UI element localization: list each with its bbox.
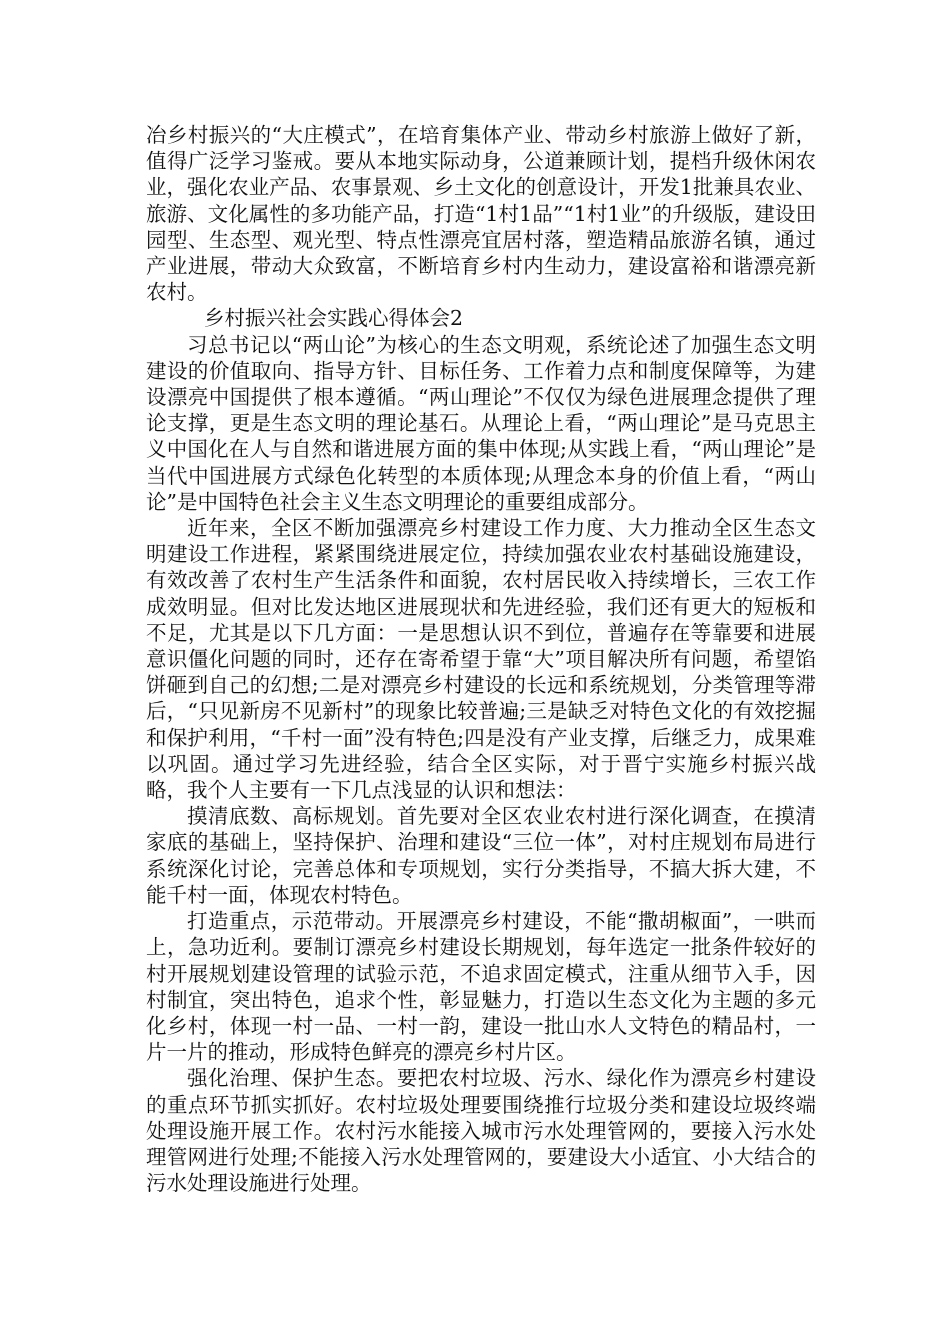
section-heading: 乡村振兴社会实践心得体会2 (204, 306, 464, 331)
document-body (146, 122, 816, 1196)
paragraph-6: 强化治理、保护生态。要把农村垃圾、污水、绿化作为漂亮乡村建设的重点环节抓实抓好。农村垃圾处理要围绕推行垃圾分类和建设垃圾终端处理设施开展工作。农村污水能接入城市污水处理管网的，要接入污水处理管网进行处理;不能接入污水处理管网的，要建设大小适宜、小大结合的污水处理设施进行处理。 (146, 1066, 816, 1196)
paragraph-2: 习总书记以“两山论”为核心的生态文明观，系统论述了加强生态文明建设的价值取向、指导方针、目标任务、工作着力点和制度保障等，为建设漂亮中国提供了根本遵循。“两山理论”不仅仅为绿色进展理念提供了理论支撑，更是生态文明的理论基石。从理论上看，“两山理论”是马克思主义中国化在人与自然和谐进展方面的集中体现;从实践上看，“两山理论”是当代中国进展方式绿色化转型的本质体现;从理念本身的价值上看，“两山论”是中国特色社会主义生态文明理论的重要组成部分。 (146, 332, 816, 514)
paragraph-4: 摸清底数、高标规划。首先要对全区农业农村进行深化调查，在摸清家底的基础上，坚持保护、治理和建设“三位一体”，对村庄规划布局进行系统深化讨论，完善总体和专项规划，实行分类指导，不搞大拆大建，不能千村一面，体现农村特色。 (146, 804, 816, 907)
paragraph-1: 冶乡村振兴的“大庄模式”，在培育集体产业、带动乡村旅游上做好了新，值得广泛学习鉴戒。要从本地实际动身，公道兼顾计划，提档升级休闲农业，强化农业产品、农事景观、乡土文化的创意设计，开发1批兼具农业、旅游、文化属性的多功能产品，打造“1村1品”“1村1业”的升级版，建设田园型、生态型、观光型、特点性漂亮宜居村落，塑造精品旅游名镇，通过产业进展，带动大众致富，不断培育乡村内生动力，建设富裕和谐漂亮新农村。 (146, 123, 816, 305)
paragraph-5: 打造重点，示范带动。开展漂亮乡村建设，不能“撒胡椒面”，一哄而上，急功近利。要制订漂亮乡村建设长期规划，每年选定一批条件较好的村开展规划建设管理的试验示范，不追求固定模式，注重从细节入手，因村制宜，突出特色，追求个性，彰显魅力，打造以生态文化为主题的多元化乡村，体现一村一品、一村一韵，建设一批山水人文特色的精品村，一片一片的推动，形成特色鲜亮的漂亮乡村片区。 (146, 909, 816, 1065)
paragraph-3: 近年来，全区不断加强漂亮乡村建设工作力度、大力推动全区生态文明建设工作进程，紧紧围绕进展定位，持续加强农业农村基础设施建设，有效改善了农村生产生活条件和面貌，农村居民收入持续增长，三农工作成效明显。但对比发达地区进展现状和先进经验，我们还有更大的短板和不足，尤其是以下几方面：一是思想认识不到位，普遍存在等靠要和进展意识僵化问题的同时，还存在寄希望于靠“大”项目解决所有问题，希望馅饼砸到自己的幻想;二是对漂亮乡村建设的长远和系统规划，分类管理等滞后，“只见新房不见新村”的现象比较普遍;三是缺乏对特色文化的有效挖掘和保护利用，“千村一面”没有特色;四是没有产业支撑，后继乏力，成果难以巩固。通过学习先进经验，结合全区实际，对于晋宁实施乡村振兴战略，我个人主要有一下几点浅显的认识和想法： (146, 516, 816, 803)
